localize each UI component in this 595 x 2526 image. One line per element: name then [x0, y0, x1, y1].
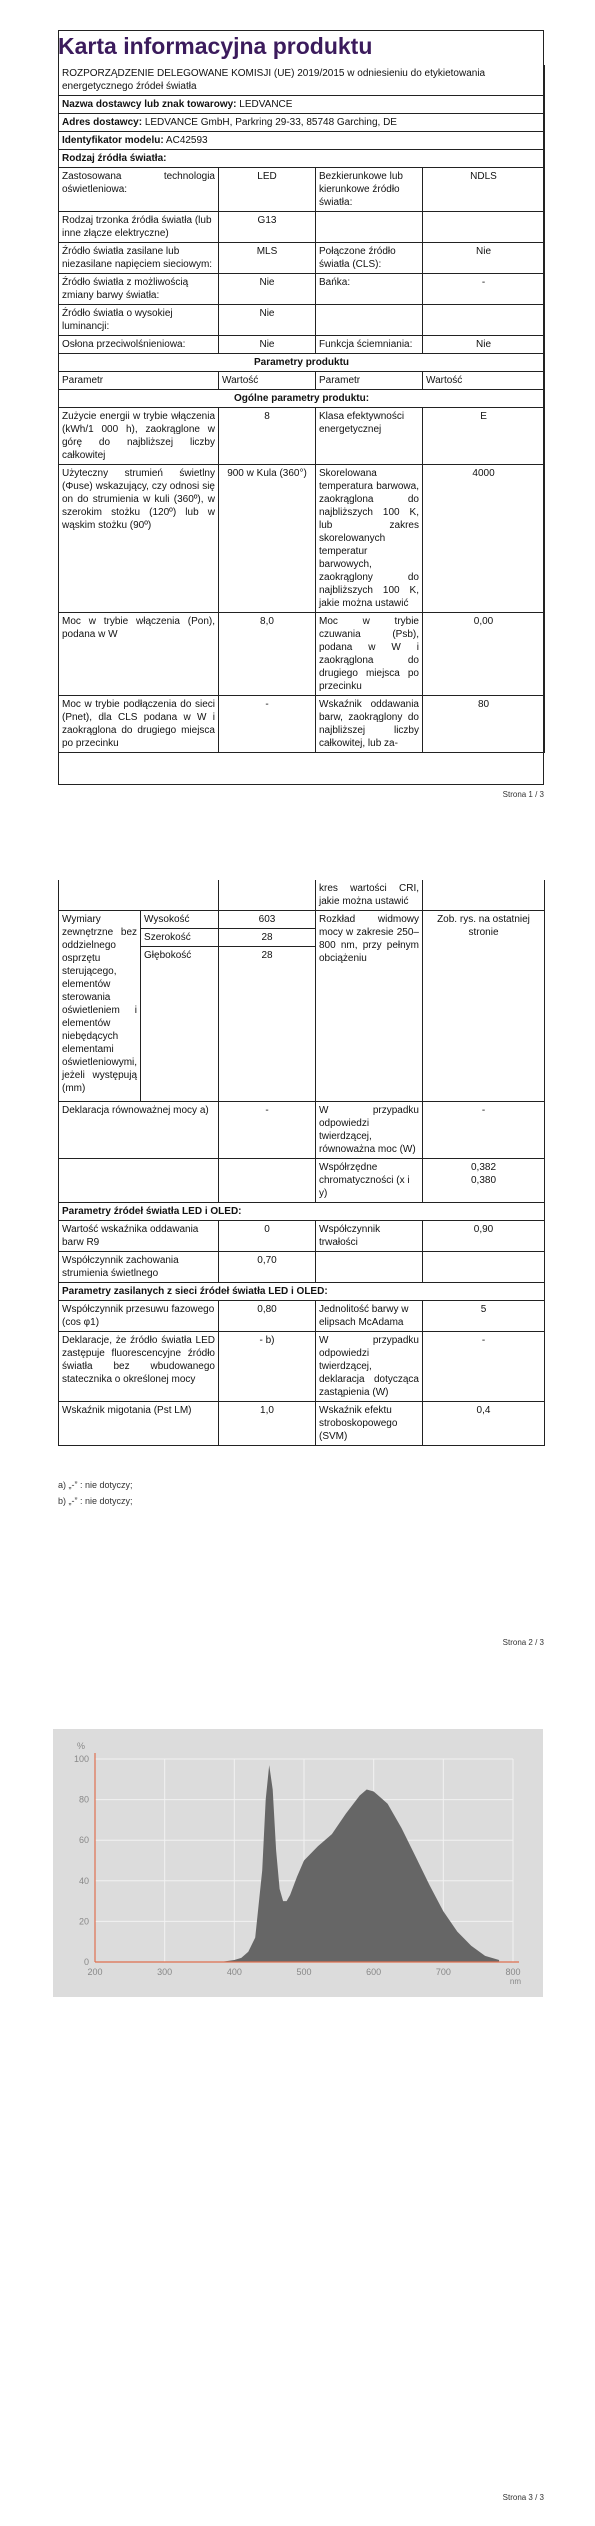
spectrum-chart: [53, 1729, 543, 1997]
param-label: Osłona przeciwolśnieniowa:: [59, 336, 219, 354]
spectrum-area: [220, 1765, 499, 1962]
param-label: Moc w trybie czuwania (Psb), podana w W i zaokrąglona do drugiego miejsca po przecinku: [316, 613, 423, 696]
param-value: [423, 1252, 545, 1283]
table-row: [59, 1159, 545, 1203]
x-tick-label: 500: [296, 1967, 312, 1977]
param-label: Źródło światła zasilane lub niezasilane napięciem sieciowym:: [59, 243, 219, 274]
column-headers: [59, 372, 545, 390]
param-value: -: [219, 696, 316, 753]
param-value: 4000: [423, 465, 545, 613]
footnote-b: b) „-” : nie dotyczy;: [58, 1496, 133, 1506]
param-value: 0,382 0,380: [423, 1159, 545, 1203]
page-footer: Strona 2 / 3: [502, 1638, 544, 1647]
dim-value: 28: [219, 929, 315, 947]
param-label: Współrzędne chromatyczności (x i y): [316, 1159, 423, 1203]
param-value: Nie: [219, 274, 316, 305]
param-value: G13: [219, 212, 316, 243]
param-label: Źródło światła o wysokiej luminancji:: [59, 305, 219, 336]
param-label: Bańka:: [316, 274, 423, 305]
table-row: [59, 1332, 545, 1402]
param-value: 0,70: [219, 1252, 316, 1283]
param-value: 0,90: [423, 1221, 545, 1252]
param-label: Rozkład widmowy mocy w zakresie 250–800 nm, przy pełnym obciążeniu: [316, 911, 423, 1102]
param-value: -: [423, 1332, 545, 1402]
x-tick-label: 600: [366, 1967, 382, 1977]
param-value: E: [423, 408, 545, 465]
param-label: W przypadku odpowiedzi twierdzącej, deklaracja dotycząca zastąpienia (W): [316, 1332, 423, 1402]
model-value: AC42593: [165, 135, 208, 146]
table-row: [59, 336, 545, 354]
param-label: [316, 305, 423, 336]
table-row: [59, 212, 545, 243]
param-label: Moc w trybie podłączenia do sieci (Pnet), dla CLS podana w W i zaokrąglona do drugiego miejsca po przecinku: [59, 696, 219, 753]
param-label: Klasa efektywności energetycznej: [316, 408, 423, 465]
table-row: [59, 1102, 545, 1159]
param-label: Skorelowana temperatura barwowa, zaokrąglona do najbliższych 100 K, lub zakres skorelowanych temperatur barwowych, zaokrąglony do najbliższych 100 K, jakie można ustawić: [316, 465, 423, 613]
footnote-a: a) „-” : nie dotyczy;: [58, 1480, 133, 1490]
param-label: Wartość wskaźnika oddawania barw R9: [59, 1221, 219, 1252]
param-value: [423, 212, 545, 243]
dim-value: 603: [219, 911, 315, 929]
x-tick-label: 700: [435, 1967, 451, 1977]
table-row: [59, 880, 545, 911]
table-row: [59, 168, 545, 212]
param-value: LED: [219, 168, 316, 212]
dim-name: Szerokość: [141, 929, 218, 947]
dimensions-row: [59, 911, 545, 1102]
param-label: Wskaźnik oddawania barw, zaokrąglony do najbliższej liczby całkowitej, lub za-: [316, 696, 423, 753]
column-header: Wartość: [423, 372, 545, 390]
param-label: W przypadku odpowiedzi twierdzącej, równoważna moc (W): [316, 1102, 423, 1159]
table-row: [59, 1252, 545, 1283]
column-header: Parametr: [59, 372, 219, 390]
supplier-value: LEDVANCE: [239, 99, 293, 110]
spectrum-chart-svg: [53, 1729, 543, 1997]
dimensions-label: Wymiary zewnętrzne bez oddzielnego osprzętu sterującego, elementów sterowania oświetleniem i elementów niebędących elementami oświetleniowymi, jeżeli występują (mm): [59, 911, 141, 1101]
param-label: Deklaracje, że źródło światła LED zastępuje fluorescencyjne źródło światła bez wbudowanego statecznika o określonej mocy: [59, 1332, 219, 1402]
table-row: [59, 1221, 545, 1252]
supplier-row: [59, 96, 545, 114]
mains-params-heading: Parametry zasilanych z sieci źródeł światła LED i OLED:: [59, 1283, 545, 1301]
dim-name: Wysokość: [141, 911, 218, 929]
param-value: NDLS: [423, 168, 545, 212]
param-value: Nie: [423, 336, 545, 354]
table-row: [59, 305, 545, 336]
table-row: [59, 274, 545, 305]
y-tick-label: 80: [78, 1794, 89, 1805]
x-tick-label: 300: [157, 1967, 173, 1977]
param-label: Zastosowana technologia oświetleniowa:: [59, 168, 219, 212]
page-2: [0, 870, 595, 1670]
page-footer: Strona 1 / 3: [502, 790, 544, 799]
address-label: Adres dostawcy:: [62, 117, 143, 128]
param-value: MLS: [219, 243, 316, 274]
param-value: 80: [423, 696, 545, 753]
params-heading: Parametry produktu: [59, 354, 545, 372]
param-value: Zob. rys. na ostatniej stronie: [423, 911, 545, 1102]
x-tick-label: 800: [505, 1967, 521, 1977]
model-label: Identyfikator modelu:: [62, 135, 164, 146]
param-value: 0,00: [423, 613, 545, 696]
table-row: [59, 613, 545, 696]
table-row: [59, 1301, 545, 1332]
source-type-heading: Rodzaj źródła światła:: [59, 150, 545, 168]
param-value: 0: [219, 1221, 316, 1252]
column-header: Wartość: [219, 372, 316, 390]
y-tick-label: 20: [78, 1916, 89, 1927]
param-label: Połączone źródło światła (CLS):: [316, 243, 423, 274]
param-value: Nie: [423, 243, 545, 274]
param-value: [219, 1159, 316, 1203]
general-params-heading: Ogólne parametry produktu:: [59, 390, 545, 408]
led-params-heading: Parametry źródeł światła LED i OLED:: [59, 1203, 545, 1221]
param-label: Bezkierunkowe lub kierunkowe źródło światła:: [316, 168, 423, 212]
param-value: [423, 305, 545, 336]
param-label: Zużycie energii w trybie włączenia (kWh/1 000 h), zaokrąglone w górę do najbliższej liczby całkowitej: [59, 408, 219, 465]
param-label: Wskaźnik migotania (Pst LM): [59, 1402, 219, 1446]
param-label: Moc w trybie włączenia (Pon), podana w W: [59, 613, 219, 696]
param-value: Nie: [219, 305, 316, 336]
x-tick-label: 400: [226, 1967, 242, 1977]
param-value: -: [423, 274, 545, 305]
param-value: 0,4: [423, 1402, 545, 1446]
param-value: -: [423, 1102, 545, 1159]
param-label: Rodzaj trzonka źródła światła (lub inne złącze elektryczne): [59, 212, 219, 243]
table-row: [59, 465, 545, 613]
param-value: 8: [219, 408, 316, 465]
x-axis-label: nm: [509, 1977, 521, 1986]
y-tick-label: 40: [78, 1875, 89, 1886]
param-value: 1,0: [219, 1402, 316, 1446]
param-label: Funkcja ściemniania:: [316, 336, 423, 354]
supplier-label: Nazwa dostawcy lub znak towarowy:: [62, 99, 237, 110]
y-tick-label: 100: [73, 1754, 89, 1764]
dim-name: Głębokość: [144, 950, 192, 961]
param-label: Jednolitość barwy w elipsach McAdama: [316, 1301, 423, 1332]
dim-value: 28: [261, 950, 273, 961]
param-label: Wskaźnik efektu stroboskopowego (SVM): [316, 1402, 423, 1446]
model-row: [59, 132, 545, 150]
param-value: - b): [219, 1332, 316, 1402]
param-value: 900 w Kula (360°): [219, 465, 316, 613]
param-value: 0,80: [219, 1301, 316, 1332]
regulation-text: ROZPORZĄDZENIE DELEGOWANE KOMISJI (UE) 2019/2015 w odniesieniu do etykietowania energetycznego źródeł światła: [59, 65, 545, 96]
param-value: -: [219, 1102, 316, 1159]
param-label: Źródło światła z możliwością zmiany barwy światła:: [59, 274, 219, 305]
param-label: Deklaracja równoważnej mocy a): [59, 1102, 219, 1159]
param-value: Nie: [219, 336, 316, 354]
column-header: Parametr: [316, 372, 423, 390]
param-label: kres wartości CRI, jakie można ustawić: [316, 880, 423, 911]
page-title: Karta informacyjna produktu: [58, 33, 373, 59]
param-label: Współczynnik przesuwu fazowego (cos φ1): [59, 1301, 219, 1332]
table-row: [59, 1402, 545, 1446]
y-tick-label: 60: [78, 1835, 89, 1846]
param-label: Współczynnik zachowania strumienia świetlnego: [59, 1252, 219, 1283]
param-value: 8,0: [219, 613, 316, 696]
table-row: [59, 696, 545, 753]
table-row: [59, 243, 545, 274]
param-label: [59, 1159, 219, 1203]
address-value: LEDVANCE GmbH, Parkring 29-33, 85748 Garching, DE: [144, 117, 397, 128]
param-label: [316, 212, 423, 243]
param-value: 5: [423, 1301, 545, 1332]
info-table-continued: [58, 880, 545, 1446]
x-tick-label: 200: [87, 1967, 103, 1977]
param-label: [316, 1252, 423, 1283]
y-axis-label: %: [77, 1741, 86, 1751]
page-footer: Strona 3 / 3: [502, 2493, 544, 2502]
page-1: [0, 0, 595, 820]
address-row: [59, 114, 545, 132]
info-table: [58, 65, 545, 753]
param-label: Współczynnik trwałości: [316, 1221, 423, 1252]
y-tick-label: 0: [83, 1957, 89, 1967]
table-row: [59, 408, 545, 465]
param-label: Użyteczny strumień świetlny (Φuse) wskazujący, czy odnosi się on do strumienia w kuli (360º), w szerokim stożku (120º) lub w wąskim stożku (90º): [59, 465, 219, 613]
